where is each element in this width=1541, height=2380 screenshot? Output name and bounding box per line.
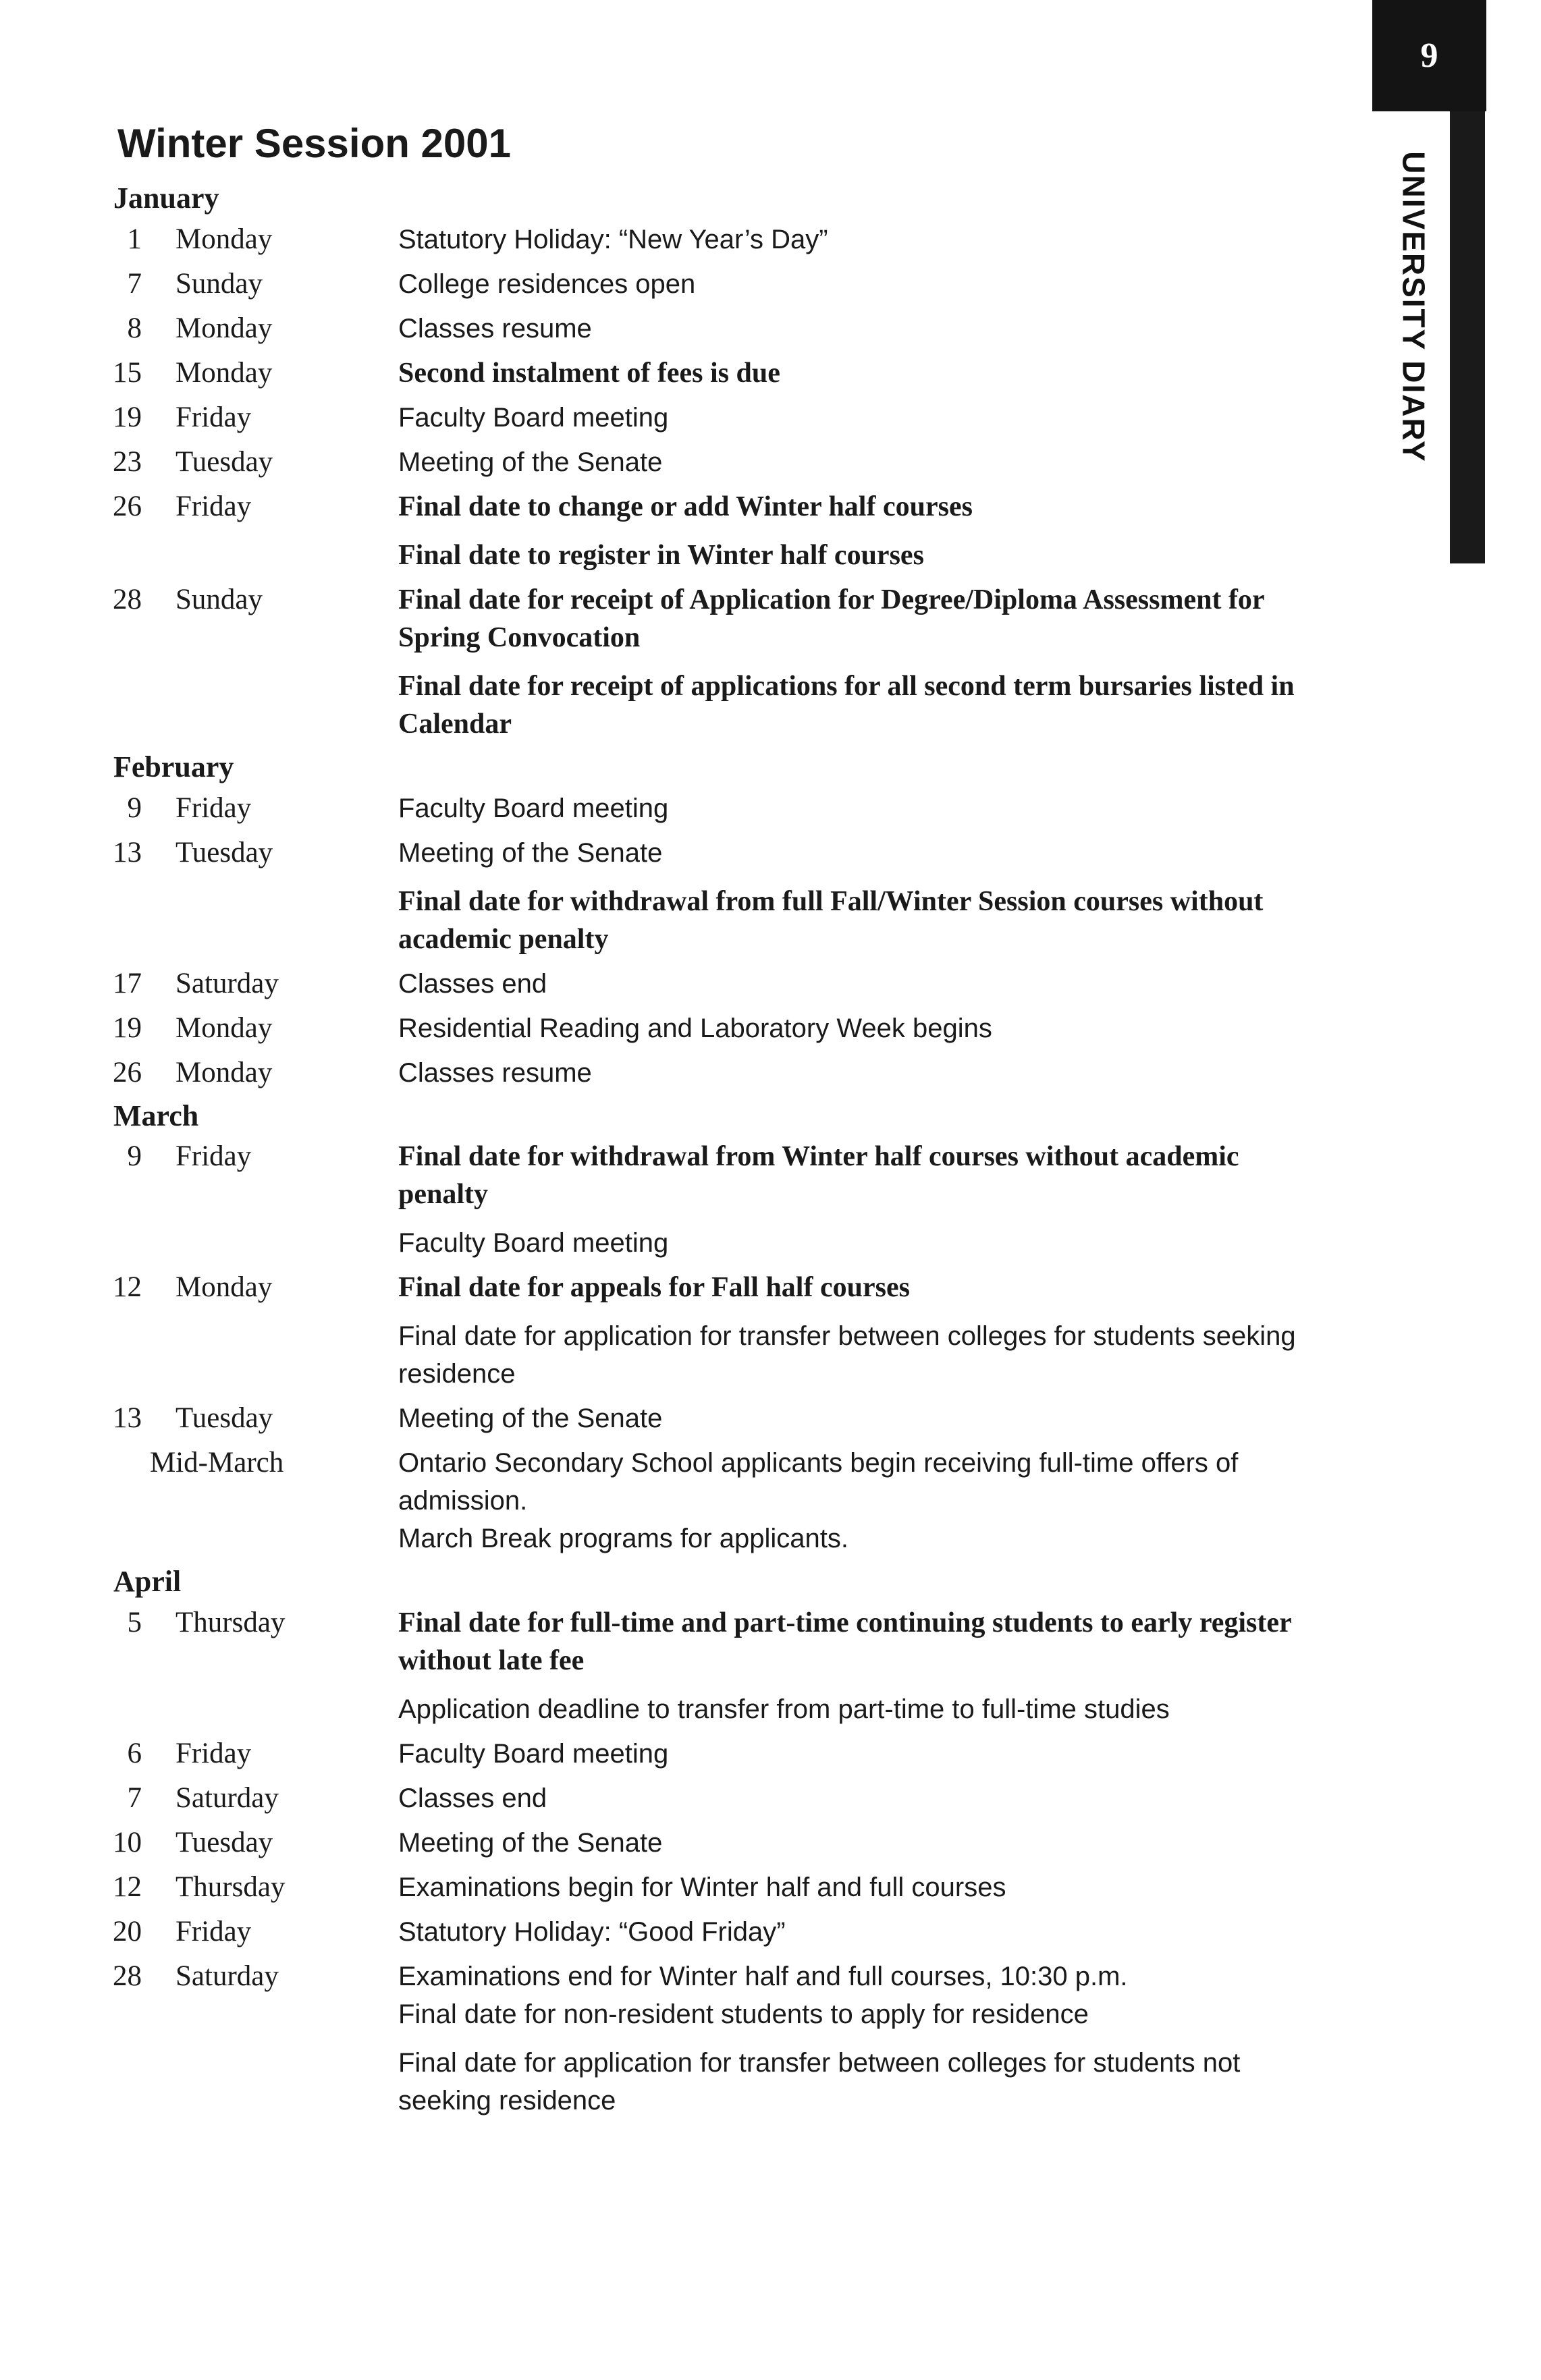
- entry-events: [398, 488, 1357, 574]
- diary-entry: [101, 221, 1357, 258]
- deadline-event: Final date for appeals for Fall half courses: [398, 1272, 910, 1304]
- day-number: 28: [113, 1960, 142, 1993]
- entry-events: [398, 1869, 1357, 1906]
- event-text: Application deadline to transfer from part-time to full-time studies: [398, 1694, 1170, 1725]
- entry-date: [101, 1779, 398, 1817]
- entry-events: [398, 581, 1357, 743]
- event-text: Meeting of the Senate: [398, 837, 663, 868]
- entry-events: [398, 1913, 1357, 1951]
- weekday: Monday: [175, 356, 273, 389]
- entry-date: [101, 310, 398, 348]
- day-number: 7: [127, 1782, 142, 1815]
- day-number: 20: [113, 1916, 142, 1948]
- event-text: Ontario Secondary School applicants begin receiving full-time offers of admission. March Break programs for applicants.: [398, 1448, 1239, 1554]
- entry-events: [398, 265, 1357, 303]
- event-text: Statutory Holiday: “New Year’s Day”: [398, 224, 828, 254]
- month-heading: April: [113, 1565, 182, 1599]
- entry-events: [398, 1009, 1357, 1047]
- diary-entry: [101, 1138, 1357, 1262]
- diary-entry: [101, 265, 1357, 303]
- month-section: [101, 1099, 1357, 1558]
- diary-entry: [101, 1444, 1357, 1557]
- month-heading: March: [113, 1099, 199, 1132]
- event-text: Faculty Board meeting: [398, 1739, 669, 1769]
- deadline-event: Final date for receipt of Application for Degree/Diploma Assessment for Spring Convocation: [398, 584, 1265, 653]
- weekday: Thursday: [175, 1607, 286, 1639]
- entry-date: [101, 581, 398, 743]
- event-text: Final date for application for transfer between colleges for students not seeking residence: [398, 2048, 1241, 2116]
- entry-date: [101, 1869, 398, 1906]
- event-text: Meeting of the Senate: [398, 1828, 663, 1858]
- event-text: Examinations end for Winter half and full courses, 10:30 p.m. Final date for non-resident students to apply for residence: [398, 1962, 1128, 2030]
- diary-content: [101, 121, 1357, 2126]
- entry-events: [398, 354, 1357, 392]
- entry-date: [101, 265, 398, 303]
- side-title: [1390, 132, 1438, 482]
- deadline-event: Final date for receipt of applications for all second term bursaries listed in Calendar: [398, 670, 1295, 740]
- day-number: 8: [127, 312, 142, 344]
- weekday: Friday: [175, 1916, 252, 1948]
- entry-events: [398, 1138, 1357, 1262]
- section-tab: [1450, 111, 1485, 563]
- event-text: Classes resume: [398, 313, 592, 343]
- entry-date: [101, 834, 398, 958]
- entry-events: [398, 790, 1357, 827]
- entry-events: [398, 1824, 1357, 1862]
- diary-entry: [101, 354, 1357, 392]
- diary-entry: [101, 1054, 1357, 1092]
- month-heading: February: [113, 750, 234, 783]
- entry-events: [398, 1604, 1357, 1728]
- entry-date: [101, 1269, 398, 1393]
- day-number: 9: [127, 1140, 142, 1173]
- weekday: Saturday: [175, 967, 279, 999]
- event-text: Faculty Board meeting: [398, 1228, 669, 1258]
- event-text: Meeting of the Senate: [398, 447, 663, 477]
- deadline-event: Second instalment of fees is due: [398, 357, 780, 389]
- diary-entry: [101, 1869, 1357, 1906]
- weekday: Monday: [175, 312, 273, 344]
- day-number: 19: [113, 401, 142, 433]
- entry-date: [101, 1604, 398, 1728]
- weekday: Friday: [175, 1738, 252, 1770]
- entry-date: [101, 1009, 398, 1047]
- diary-entry: [101, 1604, 1357, 1728]
- entry-date: [101, 790, 398, 827]
- diary-entry: [101, 1779, 1357, 1817]
- diary-entry: [101, 834, 1357, 958]
- diary-entry: [101, 488, 1357, 574]
- session-title: Winter Session 2001: [117, 121, 512, 166]
- day-number: 26: [113, 1056, 142, 1088]
- side-title-text: UNIVERSITY DIARY: [1397, 151, 1432, 463]
- day-number: 6: [127, 1738, 142, 1770]
- weekday: Monday: [175, 1056, 273, 1088]
- month-section: [101, 1564, 1357, 2120]
- entry-events: [398, 1444, 1357, 1557]
- weekday: Monday: [175, 1271, 273, 1304]
- deadline-event: Final date for withdrawal from full Fall/Winter Session courses without academic penalty: [398, 885, 1264, 955]
- month-heading: January: [113, 182, 219, 215]
- entry-events: [398, 1400, 1357, 1437]
- event-text: Classes resume: [398, 1057, 592, 1088]
- diary-entry: [101, 1735, 1357, 1773]
- entry-events: [398, 1779, 1357, 1817]
- deadline-event: Final date for full-time and part-time continuing students to early register without late fee: [398, 1607, 1292, 1677]
- diary-entry: [101, 310, 1357, 348]
- weekday: Friday: [175, 490, 252, 522]
- weekday: Tuesday: [175, 1827, 273, 1859]
- diary-entry: [101, 1958, 1357, 2120]
- day-number: 10: [113, 1827, 142, 1859]
- entry-events: [398, 1054, 1357, 1092]
- entry-date: [101, 1138, 398, 1262]
- weekday: Thursday: [175, 1871, 286, 1904]
- diary-entry: [101, 790, 1357, 827]
- weekday: Saturday: [175, 1782, 279, 1815]
- entry-date: [101, 1824, 398, 1862]
- diary-entry: [101, 1824, 1357, 1862]
- weekday: Friday: [175, 792, 252, 824]
- weekday: Friday: [175, 1140, 252, 1173]
- weekday: Saturday: [175, 1960, 279, 1993]
- diary-entry: [101, 1400, 1357, 1437]
- deadline-event: Final date to register in Winter half courses: [398, 539, 924, 571]
- entry-events: [398, 1735, 1357, 1773]
- entry-date: [101, 399, 398, 437]
- day-number: 12: [113, 1271, 142, 1304]
- diary-entry: [101, 443, 1357, 481]
- event-text: Faculty Board meeting: [398, 402, 669, 433]
- day-number: 28: [113, 583, 142, 615]
- entry-events: [398, 1269, 1357, 1393]
- weekday: Sunday: [175, 267, 263, 300]
- event-text: Faculty Board meeting: [398, 793, 669, 823]
- weekday: Tuesday: [175, 445, 273, 478]
- entry-events: [398, 399, 1357, 437]
- event-text: Meeting of the Senate: [398, 1404, 663, 1434]
- month-section: [101, 750, 1357, 1092]
- deadline-event: Final date to change or add Winter half courses: [398, 491, 973, 522]
- day-number: 7: [127, 267, 142, 300]
- deadline-event: Final date for withdrawal from Winter half courses without academic penalty: [398, 1141, 1239, 1211]
- weekday: Sunday: [175, 583, 263, 615]
- entry-date: [101, 221, 398, 258]
- entry-date: [101, 1054, 398, 1092]
- diary-entry: [101, 399, 1357, 437]
- entry-events: [398, 443, 1357, 481]
- entry-date-label: Mid-March: [150, 1447, 284, 1479]
- event-text: Residential Reading and Laboratory Week begins: [398, 1013, 992, 1043]
- day-number: 1: [127, 223, 142, 255]
- entry-events: [398, 221, 1357, 258]
- entry-date: [101, 443, 398, 481]
- entry-date: [101, 354, 398, 392]
- entry-date: [101, 1735, 398, 1773]
- diary-entry: [101, 1913, 1357, 1951]
- diary-entry: [101, 1009, 1357, 1047]
- entry-date: [101, 1913, 398, 1951]
- day-number: 13: [113, 1402, 142, 1435]
- day-number: 9: [127, 792, 142, 824]
- entry-date: [101, 488, 398, 574]
- event-text: Classes end: [398, 1783, 547, 1814]
- entry-events: [398, 965, 1357, 1003]
- month-section: [101, 181, 1357, 743]
- day-number: 23: [113, 445, 142, 478]
- entry-date: [101, 1958, 398, 2120]
- entry-events: [398, 834, 1357, 958]
- weekday: Tuesday: [175, 836, 273, 868]
- entry-date: [101, 1400, 398, 1437]
- event-text: Classes end: [398, 968, 547, 999]
- event-text: Final date for application for transfer between colleges for students seeking residence: [398, 1321, 1296, 1389]
- page-number: 9: [1372, 0, 1486, 111]
- day-number: 13: [113, 836, 142, 868]
- event-text: Examinations begin for Winter half and full courses: [398, 1873, 1006, 1903]
- day-number: 26: [113, 490, 142, 522]
- entry-events: [398, 1958, 1357, 2120]
- weekday: Friday: [175, 401, 252, 433]
- day-number: 17: [113, 967, 142, 999]
- diary-entry: [101, 965, 1357, 1003]
- entry-date: [101, 965, 398, 1003]
- weekday: Tuesday: [175, 1402, 273, 1435]
- diary-entry: [101, 1269, 1357, 1393]
- diary-entry: [101, 581, 1357, 743]
- entry-events: [398, 310, 1357, 348]
- event-text: Statutory Holiday: “Good Friday”: [398, 1917, 786, 1947]
- weekday: Monday: [175, 1012, 273, 1044]
- day-number: 19: [113, 1012, 142, 1044]
- month-list: [101, 181, 1357, 2120]
- weekday: Monday: [175, 223, 273, 255]
- day-number: 5: [127, 1607, 142, 1639]
- day-number: 12: [113, 1871, 142, 1904]
- event-text: College residences open: [398, 269, 696, 299]
- day-number: 15: [113, 356, 142, 389]
